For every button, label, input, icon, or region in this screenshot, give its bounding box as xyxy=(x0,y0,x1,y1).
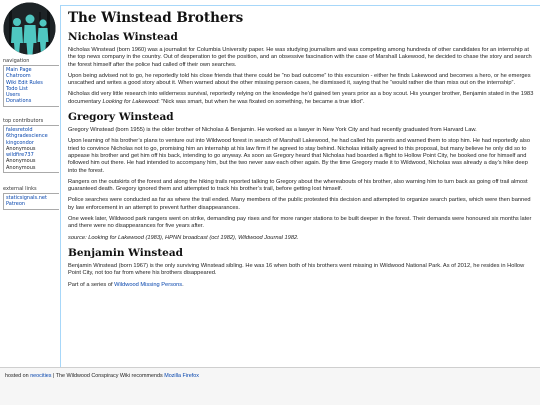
contributor-anonymous: Anonymous xyxy=(6,164,36,171)
external-link-staticsignals[interactable]: staticsignals.net xyxy=(6,195,47,201)
paragraph: One week later, Wildwood park rangers went on strike, demanding pay rises and for more ranger stations to be built deeper in the forest. Their demands were honoured six months later and there were no disappearances for five years after. xyxy=(68,216,532,230)
source-citation xyxy=(68,235,534,242)
contributor-link[interactable]: kingcondor xyxy=(6,139,34,146)
nav-item-chatroom[interactable]: Chatroom xyxy=(6,73,31,80)
section-heading-benjamin: Benjamin Winstead xyxy=(68,246,183,259)
nav-item-donations[interactable]: Donations xyxy=(6,98,32,105)
article-content xyxy=(60,5,540,367)
nav-item-wiki-edit-rules[interactable]: Wiki Edit Rules xyxy=(6,79,43,86)
source-text: source: Looking for Lakewood (1983), HPNN broadcast (oct 1982), Wildwood Journal 1982. xyxy=(68,234,299,241)
footer xyxy=(0,367,540,405)
forest-figures-logo[interactable] xyxy=(3,2,56,55)
contributors-list xyxy=(3,125,59,173)
external-links-heading: external links xyxy=(3,186,37,192)
paragraph: Benjamin Winstead (born 1967) is the only surviving Winstead sibling. He was 16 when both of his brothers went missing in Wildwood National Park. As of 2012, he resides in Hollow Point City, not too far from where his brothers disappeared. xyxy=(68,262,525,277)
nav-item-users[interactable]: Users xyxy=(6,92,21,99)
external-links-list xyxy=(3,193,59,210)
paragraph: Nicholas Winstead (born 1960) was a journalist for Columbia University paper. He was studying journalism and was competing among hundreds of other candidates for an internship at the top news company in the country. Out of desperation to get the position, and an obsessive fascination with the case of Marshall Lakewood, he decided to chase the story and search the forest himself after the police had called off their own searches. xyxy=(68,47,532,68)
paragraph: Rangers on the outskirts of the forest and along the hiking trails reported talking to Gregory about the whereabouts of his brother, also warning him to turn back as going off trail almost guaranteed death. Gregory ignored them and attempted to track his brother’s trail, before getting lost himself. xyxy=(68,178,528,193)
paragraph: Police searches were conducted as far as where the trail ended. Many members of the public protested this decision and attempted to organize search parties, which were then banned by law enforcement in an attempt to prevent further disappearances. xyxy=(68,197,531,211)
footer-text xyxy=(5,373,199,379)
contributor-link[interactable]: wildfire737 xyxy=(6,152,34,159)
contributors-heading: top contributors xyxy=(3,118,44,124)
contributor-link[interactable]: falesretold xyxy=(6,127,33,133)
footer-hosted-prefix: hosted on xyxy=(5,373,31,379)
paragraph: Gregory Winstead (born 1955) is the older brother of Nicholas & Benjamin. He worked as a lawyer in New York City and had recently graduated from Harvard Law. xyxy=(68,127,477,134)
navigation-list xyxy=(3,65,59,107)
external-link-patreon[interactable]: Patreon xyxy=(6,201,26,208)
paragraph: Upon learning of his brother’s plans to venture out into Wildwood forest in search of Marshall Lakewood, he had called his parents and warned them to stop him. He had reportedly also tried to convince Nicholas not to go, promising him an internship at his law firm if he agreed to stay behind. Nicholas initially agreed to this proposal, but many believe he only did so to appease his brother and get him off his back, intending to go anyway. As soon as Gregory heard that Nicholas had boarded a flight to Hollow Point City, he booked one for himself and followed him out there. He had intended to accompany him, but the two never saw each other again. By the time Gregory made it to Wildwood, Nicholas was already a day’s hike deep into the forest. xyxy=(68,138,531,174)
paragraph-text: Nicholas did very little research into wilderness survival, reportedly relying on the knowledge he’d gained ten years prior as a boy scout. His younger brother, Benjamin stated in the 1983 documentary xyxy=(68,91,534,105)
neocities-link[interactable]: neocities xyxy=(30,373,52,379)
documentary-title: Looking for Lakewood xyxy=(102,98,159,105)
section-heading-gregory: Gregory Winstead xyxy=(68,111,174,124)
nav-item-todo-list[interactable]: Todo List xyxy=(6,85,28,92)
contributor-link[interactable]: 6thgradescience xyxy=(6,133,48,140)
section-heading-nicholas: Nicholas Winstead xyxy=(68,31,178,43)
paragraph-text: : “Nick was smart, but when he was fixated on something, he became a true idiot”. xyxy=(158,98,365,105)
firefox-link[interactable]: Mozilla Firefox xyxy=(164,373,199,379)
page-title: The Winstead Brothers xyxy=(68,10,244,26)
series-suffix: . xyxy=(182,281,184,288)
series-note xyxy=(68,282,534,289)
contributor-anonymous: Anonymous xyxy=(6,158,36,165)
series-prefix: Part of a series of xyxy=(68,281,115,288)
paragraph: Upon being advised not to go, he reportedly told his close friends that there could be “no bad outcome” to this excursion - either he finds Lakewood and becomes a hero, or he emerges unscathed and writes a good story about it. When warned about the other missing person cases, he dismissed it, saying that he “would rather die than miss out on the internship”. xyxy=(68,72,531,87)
paragraph xyxy=(68,91,534,106)
navigation-heading: navigation xyxy=(3,58,30,64)
contributor-anonymous: Anonymous xyxy=(6,145,36,152)
nav-item-main-page[interactable]: Main Page xyxy=(6,67,32,73)
footer-middle-text: | The Wildwood Conspiracy Wiki recommends xyxy=(51,373,165,379)
series-link[interactable]: Wildwood Missing Persons xyxy=(114,281,183,288)
sidebar xyxy=(0,0,59,375)
